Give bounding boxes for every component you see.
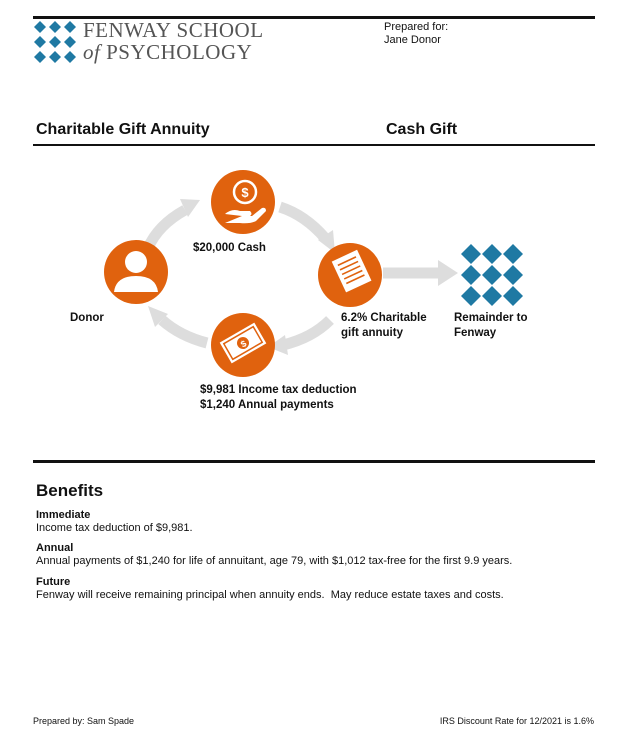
irs-discount-rate: IRS Discount Rate for 12/2021 is 1.6% <box>439 716 594 726</box>
arrowhead-remainder <box>438 260 458 286</box>
prepared-for-label: Prepared for: <box>384 21 449 33</box>
remainder-label-line1: Remainder to <box>454 312 528 324</box>
arrow-donor-to-cash <box>148 210 185 248</box>
benefit-text-annual: Annual payments of $1,240 for life of annuitant, age 79, with $1,012 tax-free for the first 9.9 years. <box>36 555 513 567</box>
title-cash-gift: Cash Gift <box>386 121 458 138</box>
annuity-document-icon <box>318 243 382 307</box>
svg-text:$: $ <box>238 338 249 350</box>
arrow-annuity-to-payments <box>283 320 330 345</box>
cash-hand-icon <box>211 170 275 234</box>
fenway-remainder-logo-icon <box>461 244 523 306</box>
logo-psychology: PSYCHOLOGY <box>106 40 253 64</box>
cash-label: $20,000 Cash <box>193 242 266 254</box>
prepared-for-name: Jane Donor <box>384 34 441 46</box>
benefit-text-immediate: Income tax deduction of $9,981. <box>36 522 193 534</box>
payments-label: $1,240 Annual payments <box>200 399 334 411</box>
logo-of: of <box>83 40 101 64</box>
logo-line1: FENWAY SCHOOL <box>83 18 264 42</box>
prepared-by: Prepared by: Sam Spade <box>33 716 135 726</box>
svg-text:$: $ <box>241 185 249 200</box>
arrow-payments-to-donor <box>162 320 207 343</box>
annuity-label-line1: 6.2% Charitable <box>341 312 427 324</box>
benefit-text-future: Fenway will receive remaining principal when annuity ends. May reduce estate taxes and costs. <box>36 589 504 601</box>
money-bill-icon <box>211 313 275 377</box>
donor-label: Donor <box>70 312 104 324</box>
arrow-cash-to-annuity <box>280 207 325 238</box>
benefit-heading-future: Future <box>36 576 71 588</box>
benefits-title: Benefits <box>36 481 104 500</box>
title-charitable-gift-annuity: Charitable Gift Annuity <box>36 121 210 138</box>
annuity-label-line2: gift annuity <box>341 327 403 339</box>
donor-icon <box>104 240 168 304</box>
benefit-heading-annual: Annual <box>36 542 74 554</box>
deduction-label: $9,981 Income tax deduction <box>200 384 357 396</box>
remainder-label-line2: Fenway <box>454 327 497 339</box>
benefits-rule <box>33 460 595 463</box>
benefit-heading-immediate: Immediate <box>36 509 91 521</box>
